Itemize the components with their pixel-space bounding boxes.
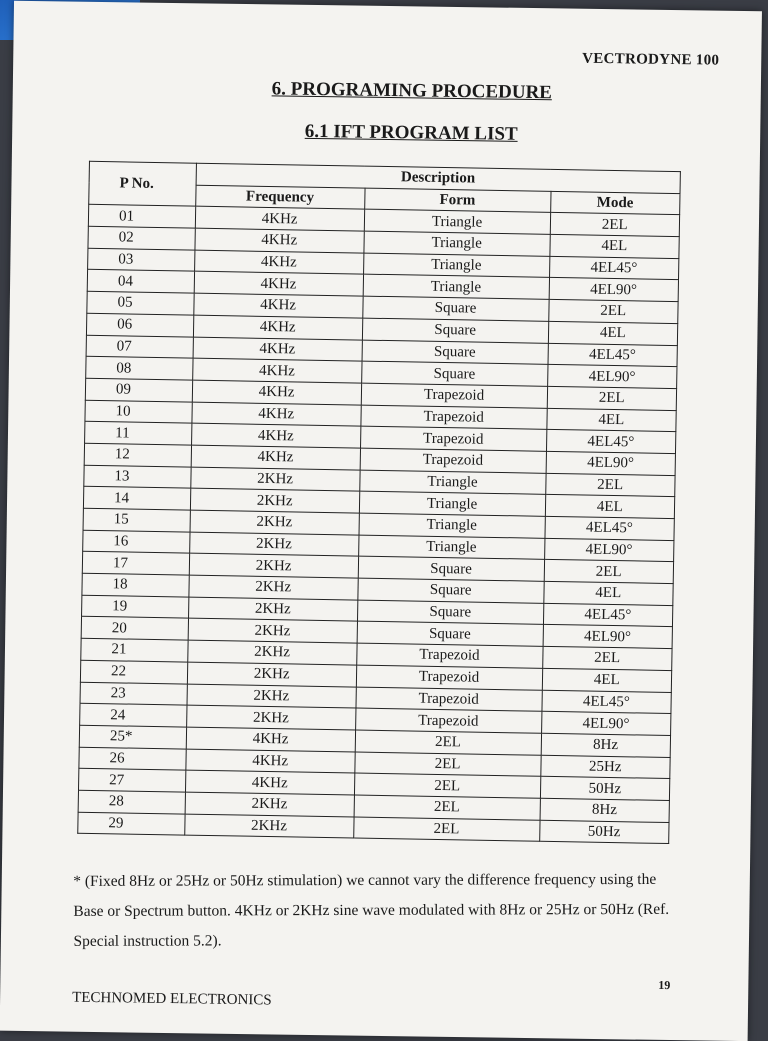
cell-form: Square (358, 578, 544, 603)
cell-form: Square (358, 556, 544, 581)
cell-pno: 04 (87, 270, 194, 294)
cell-mode: 4EL90° (547, 365, 677, 389)
cell-form: Trapezoid (361, 383, 547, 408)
cell-frequency: 4KHz (186, 727, 355, 752)
cell-form: Square (361, 361, 547, 386)
cell-form: Triangle (359, 513, 545, 538)
cell-frequency: 2KHz (188, 597, 357, 622)
cell-form: 2EL (354, 752, 540, 777)
header-frequency: Frequency (195, 185, 364, 210)
cell-frequency: 4KHz (193, 337, 362, 362)
cell-pno: 26 (79, 747, 186, 771)
cell-pno: 12 (84, 443, 191, 467)
cell-mode: 2EL (544, 560, 674, 584)
cell-mode: 8Hz (540, 798, 670, 822)
cell-mode: 2EL (548, 299, 678, 323)
cell-mode: 4EL90° (546, 451, 676, 475)
cell-frequency: 4KHz (194, 250, 363, 275)
header-form: Form (364, 188, 550, 213)
cell-mode: 4EL45° (549, 256, 679, 280)
cell-pno: 13 (84, 465, 191, 489)
cell-form: Trapezoid (356, 665, 542, 690)
cell-mode: 50Hz (539, 820, 669, 844)
cell-pno: 27 (79, 768, 186, 792)
cell-frequency: 2KHz (189, 575, 358, 600)
cell-pno: 08 (86, 356, 193, 380)
cell-pno: 23 (80, 682, 187, 706)
cell-form: Trapezoid (356, 643, 542, 668)
cell-mode: 4EL (542, 668, 672, 692)
cell-form: Triangle (359, 491, 545, 516)
cell-form: Square (357, 600, 543, 625)
cell-pno: 03 (88, 248, 195, 272)
cell-pno: 20 (81, 617, 188, 641)
header-mode: Mode (550, 191, 680, 215)
cell-form: Square (362, 296, 548, 321)
cell-form: Triangle (363, 275, 549, 300)
cell-frequency: 4KHz (195, 207, 364, 232)
cell-mode: 4EL (549, 234, 679, 258)
cell-pno: 01 (88, 205, 195, 229)
product-header: VECTRODYNE 100 (582, 50, 720, 69)
cell-mode: 4EL (548, 321, 678, 345)
cell-form: Trapezoid (355, 708, 541, 733)
cell-frequency: 2KHz (187, 640, 356, 665)
cell-frequency: 4KHz (191, 423, 360, 448)
cell-mode: 4EL45° (544, 516, 674, 540)
cell-mode: 2EL (550, 213, 680, 237)
cell-form: Trapezoid (361, 405, 547, 430)
cell-mode: 8Hz (541, 733, 671, 757)
cell-frequency: 4KHz (192, 380, 361, 405)
cell-frequency: 4KHz (192, 402, 361, 427)
cell-form: 2EL (353, 817, 539, 842)
cell-form: Triangle (364, 231, 550, 256)
cell-mode: 4EL (545, 495, 675, 519)
cell-frequency: 2KHz (190, 488, 359, 513)
program-table (77, 161, 681, 845)
cell-pno: 24 (80, 703, 187, 727)
cell-mode: 2EL (542, 646, 672, 670)
cell-form: Square (362, 318, 548, 343)
cell-form: 2EL (354, 795, 540, 820)
cell-pno: 18 (82, 573, 189, 597)
cell-mode: 4EL45° (541, 690, 671, 714)
document-page (0, 1, 762, 1041)
cell-mode: 4EL90° (541, 711, 671, 735)
cell-frequency: 2KHz (187, 662, 356, 687)
cell-pno: 16 (83, 530, 190, 554)
cell-form: Triangle (358, 535, 544, 560)
cell-pno: 05 (87, 291, 194, 315)
cell-mode: 2EL (547, 386, 677, 410)
cell-form: Triangle (364, 209, 550, 234)
cell-form: Trapezoid (356, 687, 542, 712)
cell-form: Trapezoid (360, 448, 546, 473)
cell-mode: 4EL45° (546, 430, 676, 454)
cell-pno: 22 (80, 660, 187, 684)
cell-form: Square (362, 340, 548, 365)
cell-form: 2EL (354, 773, 540, 798)
cell-frequency: 4KHz (195, 228, 364, 253)
cell-pno: 02 (88, 226, 195, 250)
cell-form: Triangle (363, 253, 549, 278)
cell-pno: 19 (82, 595, 189, 619)
cell-frequency: 4KHz (185, 749, 354, 774)
cell-frequency: 2KHz (189, 553, 358, 578)
cell-frequency: 4KHz (185, 770, 354, 795)
cell-frequency: 4KHz (193, 315, 362, 340)
cell-frequency: 4KHz (193, 293, 362, 318)
cell-pno: 29 (78, 812, 185, 836)
cell-mode: 2EL (545, 473, 675, 497)
cell-mode: 25Hz (540, 755, 670, 779)
cell-frequency: 2KHz (186, 705, 355, 730)
table-body (78, 205, 680, 844)
cell-pno: 28 (78, 790, 185, 814)
cell-frequency: 2KHz (185, 792, 354, 817)
cell-frequency: 2KHz (190, 510, 359, 535)
cell-mode: 4EL45° (543, 603, 673, 627)
cell-form: Trapezoid (360, 426, 546, 451)
cell-frequency: 2KHz (184, 814, 353, 839)
subsection-title: 6.1 IFT PROGRAM LIST (304, 120, 518, 145)
cell-mode: 50Hz (540, 777, 670, 801)
cell-pno: 06 (86, 313, 193, 337)
cell-pno: 14 (83, 487, 190, 511)
cell-pno: 09 (85, 378, 192, 402)
cell-frequency: 2KHz (189, 532, 358, 557)
cell-pno: 07 (86, 335, 193, 359)
cell-form: Square (357, 621, 543, 646)
footnote: * (Fixed 8Hz or 25Hz or 50Hz stimulation) we cannot vary the difference frequency using the Base or Spectrum button. 4KHz or 2KHz sine wave modulated with 8Hz or 25Hz or 50Hz (Ref. Special instruction 5.2). (73, 870, 670, 950)
cell-frequency: 4KHz (192, 358, 361, 383)
cell-pno: 21 (81, 638, 188, 662)
cell-mode: 4EL (543, 581, 673, 605)
header-description: Description (196, 163, 681, 193)
cell-pno: 10 (85, 400, 192, 424)
cell-pno: 25* (79, 725, 186, 749)
header-pno: P No. (89, 161, 196, 206)
footer-company: TECHNOMED ELECTRONICS (72, 989, 272, 1009)
cell-form: 2EL (355, 730, 541, 755)
cell-pno: 17 (82, 552, 189, 576)
cell-mode: 4EL90° (544, 538, 674, 562)
cell-form: Triangle (359, 470, 545, 495)
cell-mode: 4EL90° (549, 278, 679, 302)
cell-frequency: 2KHz (188, 619, 357, 644)
cell-pno: 11 (85, 422, 192, 446)
cell-frequency: 2KHz (187, 684, 356, 709)
cell-mode: 4EL90° (543, 625, 673, 649)
cell-pno: 15 (83, 508, 190, 532)
cell-mode: 4EL45° (548, 343, 678, 367)
cell-frequency: 4KHz (191, 445, 360, 470)
page-number: 19 (658, 977, 671, 993)
cell-frequency: 2KHz (190, 467, 359, 492)
section-title: 6. PROGRAMING PROCEDURE (271, 78, 553, 104)
cell-mode: 4EL (546, 408, 676, 432)
cell-frequency: 4KHz (194, 272, 363, 297)
